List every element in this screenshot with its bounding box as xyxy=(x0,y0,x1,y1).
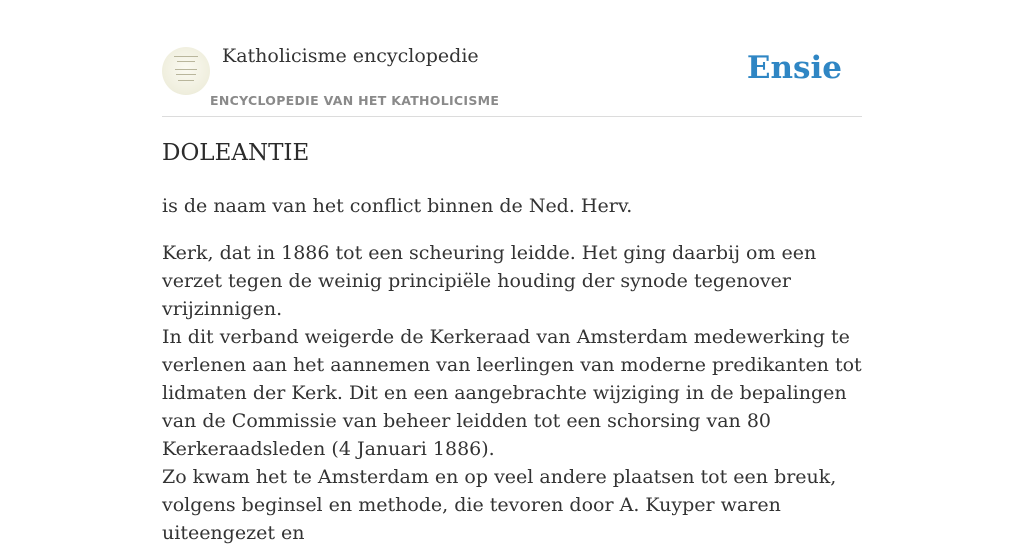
article-paragraph: Kerk, dat in 1886 tot een scheuring leidde. Het ging daarbij om een verzet tegen de weinig principiële houding der synode tegenover vrijzinnigen. xyxy=(162,242,817,320)
site-header xyxy=(162,0,862,117)
site-subtitle[interactable]: ENCYCLOPEDIE VAN HET KATHOLICISME xyxy=(210,93,500,108)
site-title[interactable]: Katholicisme encyclopedie xyxy=(222,45,479,67)
article-paragraph: is de naam van het conflict binnen de Ned. Herv. xyxy=(162,195,633,217)
article-heading: DOLEANTIE xyxy=(162,140,310,166)
page xyxy=(162,0,862,544)
article-paragraph: In dit verband weigerde de Kerkeraad van Amsterdam medewerking te verlenen aan het aannemen van leerlingen van moderne predikanten tot lidmaten der Kerk. Dit en een aangebrachte wijziging in de bepalingen van de Commissie van beheer leidden tot een schorsing van 80 Kerkeraadsleden (4 Januari 1886). xyxy=(162,326,862,460)
encyclopedia-logo-icon[interactable] xyxy=(162,47,210,95)
article-paragraph: Zo kwam het te Amsterdam en op veel andere plaatsen tot een breuk, volgens beginsel en methode, die tevoren door A. Kuyper waren uiteengezet en xyxy=(162,466,837,544)
brand-logo[interactable]: Ensie xyxy=(746,50,842,86)
